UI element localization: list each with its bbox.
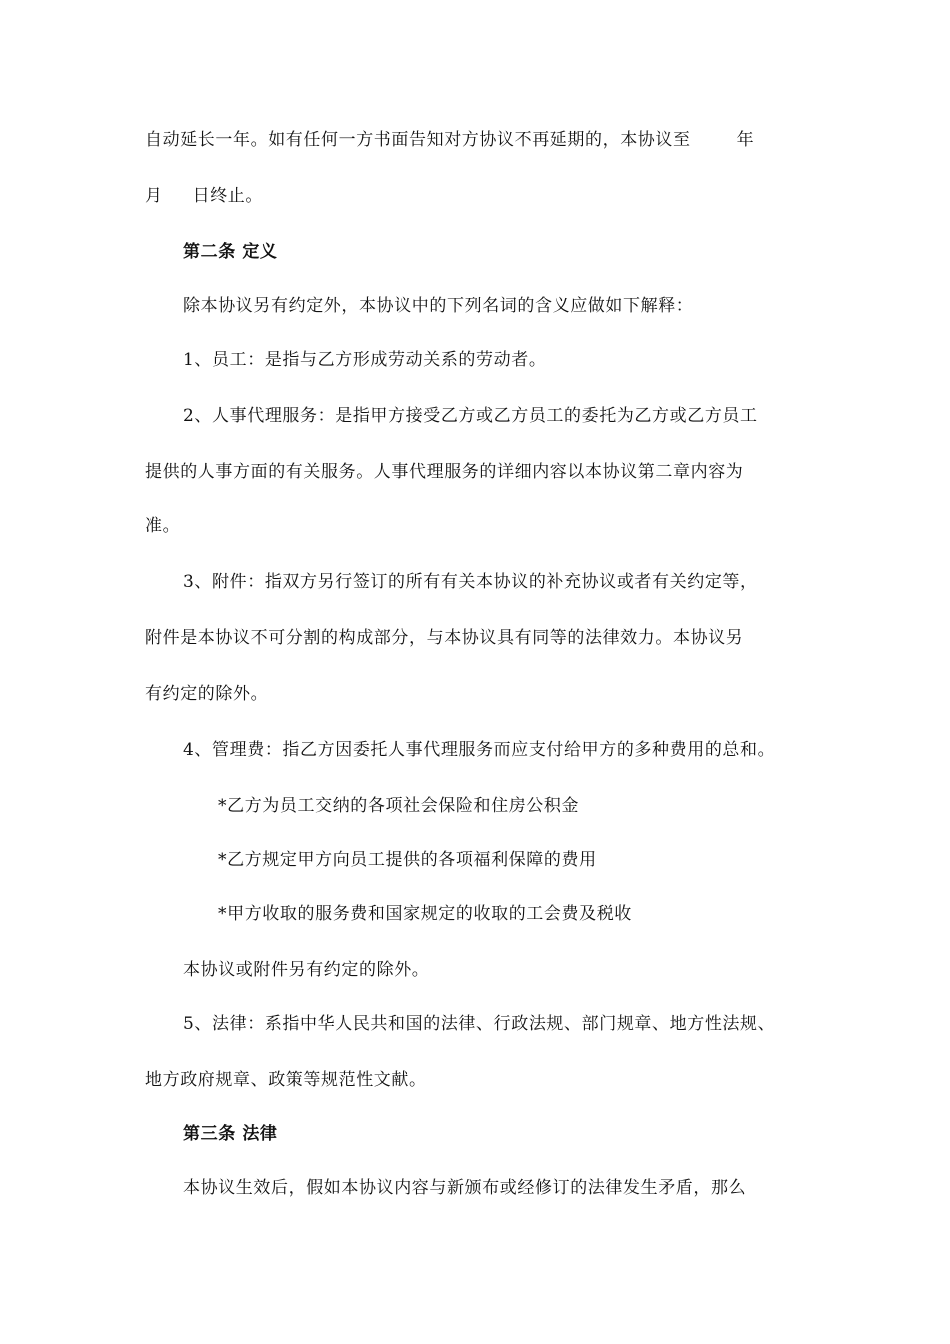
paragraph-line bbox=[145, 128, 754, 152]
fee-bullet-2: *乙方规定甲方向员工提供的各项福利保障的费用 bbox=[218, 850, 597, 870]
definition-item-5-line-1: 5、法律：系指中华人民共和国的法律、行政法规、部门规章、地方性法规、 bbox=[183, 1014, 776, 1034]
definition-item-3-line-1: 3、附件：指双方另行签订的所有有关本协议的补充协议或者有关约定等， bbox=[183, 572, 758, 592]
definition-item-3-line-3: 有约定的除外。 bbox=[145, 684, 269, 704]
article-3-body: 本协议生效后，假如本协议内容与新颁布或经修订的法律发生矛盾，那么 bbox=[183, 1178, 747, 1198]
definition-item-4: 4、管理费：指乙方因委托人事代理服务而应支付给甲方的多种费用的总和。 bbox=[183, 740, 776, 760]
continuation-text: 自动延长一年。如有任何一方书面告知对方协议不再延期的，本协议至 bbox=[145, 130, 691, 150]
definition-item-2-line-3: 准。 bbox=[145, 516, 181, 536]
paragraph-line bbox=[145, 184, 263, 208]
month-label: 月 bbox=[145, 186, 163, 206]
definition-item-3-line-2: 附件是本协议不可分割的构成部分，与本协议具有同等的法律效力。本协议另 bbox=[145, 628, 744, 648]
definition-item-5-line-2: 地方政府规章、政策等规范性文献。 bbox=[145, 1070, 427, 1090]
definition-item-2-line-1: 2、人事代理服务：是指甲方接受乙方或乙方员工的委托为乙方或乙方员工 bbox=[183, 406, 758, 426]
fee-bullet-1: *乙方为员工交纳的各项社会保险和住房公积金 bbox=[218, 796, 580, 816]
fee-bullet-3: *甲方收取的服务费和国家规定的收取的工会费及税收 bbox=[218, 904, 632, 924]
definition-item-1: 1、员工：是指与乙方形成劳动关系的劳动者。 bbox=[183, 350, 547, 370]
year-label: 年 bbox=[736, 130, 755, 150]
article-2-intro: 除本协议另有约定外，本协议中的下列名词的含义应做如下解释： bbox=[183, 296, 694, 316]
article-2-heading: 第二条 定义 bbox=[183, 242, 278, 262]
day-end-label: 日终止。 bbox=[192, 186, 264, 206]
fee-note: 本协议或附件另有约定的除外。 bbox=[183, 960, 430, 980]
definition-item-2-line-2: 提供的人事方面的有关服务。人事代理服务的详细内容以本协议第二章内容为 bbox=[145, 462, 744, 482]
article-3-heading: 第三条 法律 bbox=[183, 1124, 278, 1144]
